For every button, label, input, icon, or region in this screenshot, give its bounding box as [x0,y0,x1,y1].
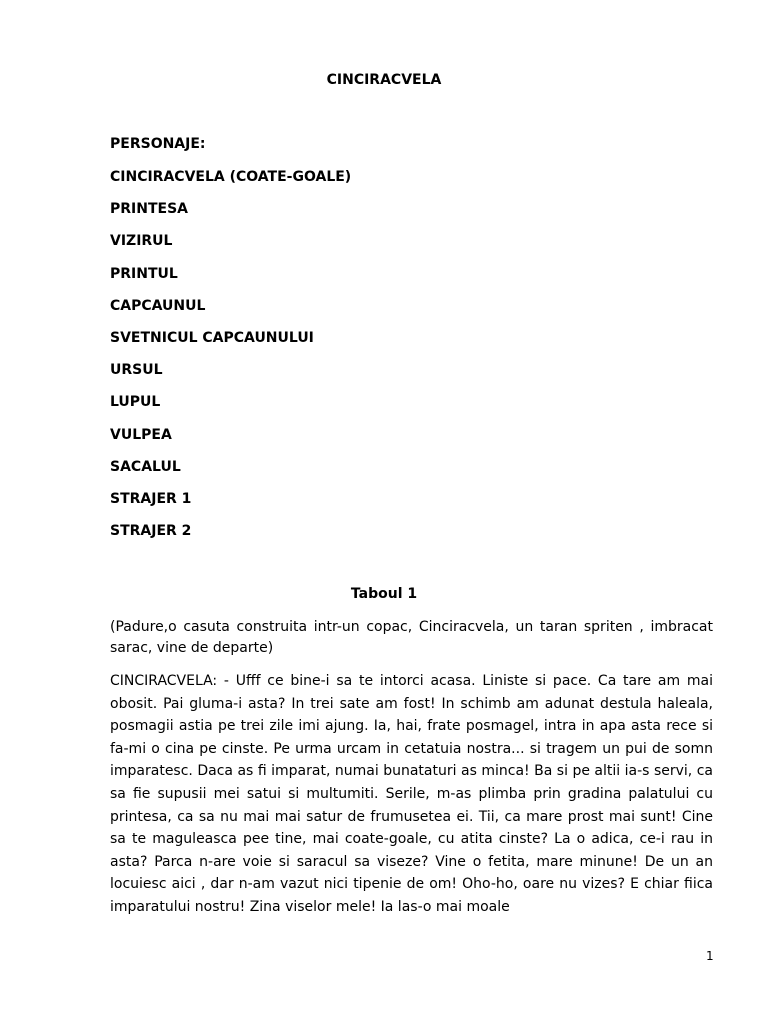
character-item: CAPCAUNUL [110,297,206,314]
play-title: CINCIRACVELA [326,72,442,88]
dialogue-paragraph [110,670,713,919]
character-item: STRAJER 2 [110,523,192,540]
character-item: LUPUL [110,394,161,411]
page-number: 1 [706,949,714,963]
character-item: STRAJER 1 [110,490,192,507]
character-item: PRINTUL [110,265,178,282]
character-item: SVETNICUL CAPCAUNULUI [110,329,314,346]
character-item: PRINTESA [110,201,188,218]
character-item: SACALUL [110,458,181,475]
stage-direction: (Padure,o casuta construita intr-un copac, Cinciracvela, un taran spriten , imbracat sarac, vine de departe) [110,619,713,656]
characters-heading: PERSONAJE: [110,136,206,152]
speech-text: - Ufff ce bine-i sa te intorci acasa. Liniste si pace. Ca tare am mai obosit. Pai gluma-i asta? In trei sate am fost! In schimb am adunat destula haleala, posmagii astia pe trei zile imi ajung. Ia, hai, frate posmagel, intra in apa asta rece si fa-mi o cina pe cinste. Pe urma urcam in cetatuia nostra... si tragem un pui de somn imparatesc. Daca as fi imparat, numai bunataturi as minca! Ba si pe altii ia-s servi, ca sa fie supusii mei satui si multumiti. Serile, m-as plimba prin gradina palatului cu printesa, ca sa nu mai mai satur de frumusetea ei. Tii, ca mare prost mai sunt! Cine sa te maguleasca pee tine, mai coate-goale, cu atita cinste? La o adica, ce-i rau in asta? Parca n-are voie si saracul sa viseze? Vine o fetita, mare minune! De un an locuiesc aici , dar n-am vazut nici tipenie de om! Oho-ho, oare nu vizes? E chiar fiica imparatului nostru! Zina viselor mele! Ia las-o mai moale [110,673,714,915]
characters-list [110,168,351,554]
section-title: Taboul 1 [350,586,418,602]
character-item: VULPEA [110,426,172,443]
character-item: CINCIRACVELA (COATE-GOALE) [110,169,352,185]
character-item: VIZIRUL [110,233,173,250]
speaker-name: CINCIRACVELA: [110,673,218,689]
character-item: URSUL [110,362,163,379]
